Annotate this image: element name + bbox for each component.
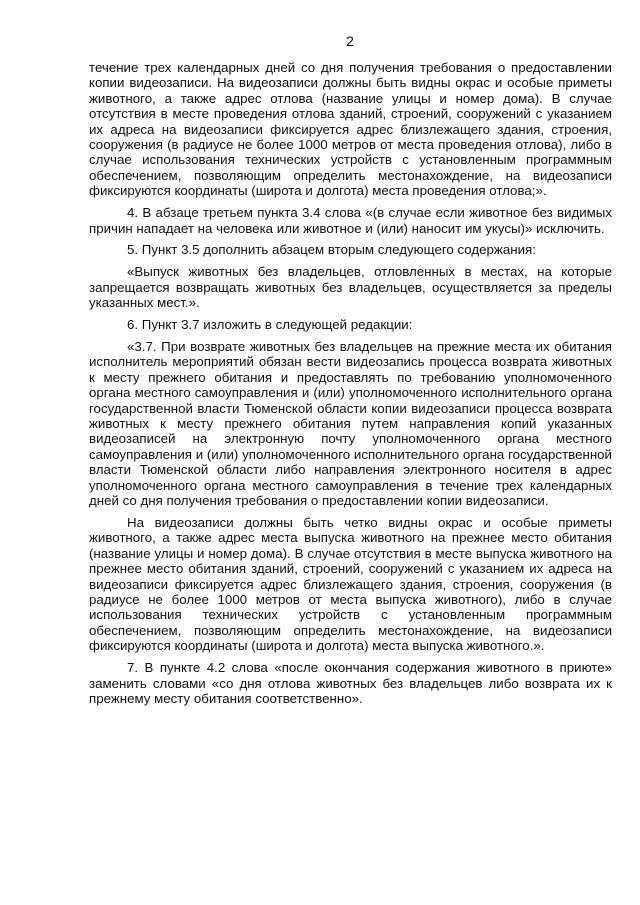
paragraph-item-7: 7. В пункте 4.2 слова «после окончания содержания животного в приюте» заменить словами «со дня отлова животных без владельцев либо возврата их к прежнему месту обитания соответственно».: [89, 660, 612, 706]
paragraph-continuation: течение трех календарных дней со дня получения требования о предоставлении копии видеозаписи. На видеозаписи должны быть видны окрас и особые приметы животного, а также адрес отлова (название улицы и номер дома). В случае отсутствия в месте проведения отлова зданий, строений, сооружений с указанием их адреса на видеозаписи фиксируется адрес близлежащего здания, строения, сооружения (в радиусе не более 1000 метров от места проведения отлова), либо в случае использования технических устройств с установленным программным обеспечением, позволяющим определить местонахождение, на видеозаписи фиксируются координаты (широта и долгота) места проведения отлова;».: [89, 60, 612, 199]
paragraph-item-6-quote: «3.7. При возврате животных без владельцев на прежние места их обитания исполнитель мероприятий обязан вести видеозапись процесса возврата животных к месту прежнего обитания и предоставлять по требованию уполномоченного органа местного самоуправления и (или) уполномоченного исполнительного органа государственной власти Тюменской области копии видеозаписи процесса возврата животных к месту прежнего обитания путем направления копий указанных видеозаписей на электронную почту уполномоченного органа местного самоуправления и (или) уполномоченного исполнительного органа государственной власти Тюменской области либо направления электронного носителя в адрес уполномоченного органа местного самоуправления в течение трех календарных дней со дня получения требования о предоставлении копии видеозаписи.: [89, 339, 612, 509]
document-body: [89, 60, 612, 713]
paragraph-item-6: 6. Пункт 3.7 изложить в следующей редакции:: [127, 317, 413, 333]
paragraph-item-5: 5. Пункт 3.5 дополнить абзацем вторым следующего содержания:: [127, 242, 536, 258]
page-number: 2: [346, 33, 354, 49]
paragraph-item-6-quote-continued: На видеозаписи должны быть четко видны окрас и особые приметы животного, а также адрес места выпуска животного на прежнее место обитания (название улицы и номер дома). В случае отсутствия в месте выпуска животного на прежнее место обитания зданий, строений, сооружений с указанием их адреса на видеозаписи фиксируется адрес близлежащего здания, строения, сооружения (в радиусе не более 1000 метров от места выпуска животного), либо в случае использования технических устройств с установленным программным обеспечением, позволяющим определить местонахождение, на видеозаписи фиксируются координаты (широта и долгота) места выпуска животного.».: [89, 514, 612, 654]
paragraph-item-5-quote: «Выпуск животных без владельцев, отловленных в местах, на которые запрещается возвращать животных без владельцев, осуществляется за пределы указанных мест.».: [89, 264, 612, 311]
paragraph-item-4: 4. В абзаце третьем пункта 3.4 слова «(в случае если животное без видимых причин нападает на человека или животное и (или) наносит им укусы)» исключить.: [89, 205, 612, 236]
